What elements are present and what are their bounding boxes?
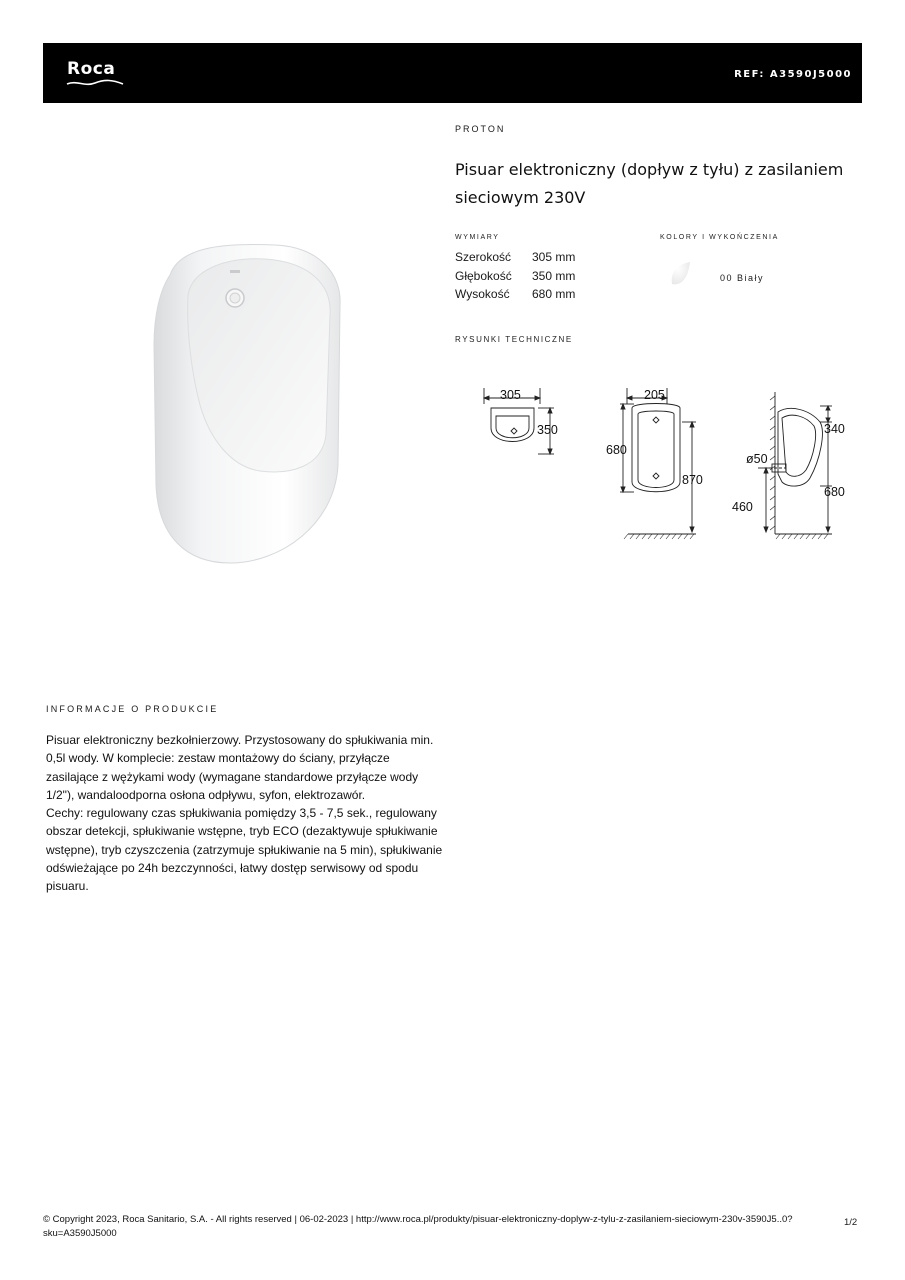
dimension-label: Wysokość: [455, 287, 510, 301]
technical-drawings: [470, 382, 860, 547]
dimension-value: 680 mm: [532, 287, 576, 301]
dimension-label: Głębokość: [455, 268, 512, 283]
top-width-label: 305: [500, 388, 521, 402]
front-height-label: 680: [606, 443, 627, 457]
footer-copyright: © Copyright 2023, Roca Sanitario, S.A. - All rights reserved | 06-02-2023 | http://www.roca.pl/produkty/pisuar-elektroniczny-doplyw-z-tylu-z-zasilaniem-sieciowym-230v-3590J5..0?sku=A3590J5000: [43, 1214, 793, 1239]
reference-code: REF: A3590J5000: [734, 69, 852, 80]
header-bar: [43, 43, 862, 103]
front-floor-height-label: 870: [682, 473, 703, 487]
color-name: 00 Biały: [720, 273, 765, 283]
side-inlet-height-label: 460: [732, 500, 753, 514]
dimension-label: Szerokość: [455, 250, 512, 264]
page-number: 1/2: [844, 1217, 858, 1228]
dimension-row: [455, 248, 575, 267]
dimensions-table: [455, 248, 575, 304]
product-title: Pisuar elektroniczny (dopływ z tyłu) z zasilaniem sieciowym 230V: [455, 160, 844, 207]
front-inner-width-label: 205: [644, 388, 665, 402]
dimension-row: [455, 285, 575, 304]
dimension-row: [455, 267, 575, 286]
side-diameter-label: ø50: [746, 452, 768, 466]
product-series: PROTON: [455, 124, 506, 134]
product-description: Pisuar elektroniczny bezkołnierzowy. Przystosowany do spłukiwania min. 0,5l wody. W komplecie: zestaw montażowy do ściany, przyłącze zasilające z wężykami wody (wymagane standardowe przyłącze wody 1/2"), wandaloodporna osłona odpływu, syfon, elektrozawór. Cechy: regulowany czas spłukiwania pomiędzy 3,5 - 7,5 sek., regulowany obszar detekcji, spłukiwanie wstępne, tryb ECO (dezaktywuje spłukiwanie wstępne), tryb czyszczenia (zatrzymuje spłukiwanie na 5 min), spłukiwanie odświeżające po 24h bezczynności, łatwy dostęp serwisowy od spodu pisuaru.: [46, 733, 443, 894]
color-swatch-icon: [668, 260, 698, 290]
dimensions-heading: WYMIARY: [455, 234, 500, 241]
product-info-heading: INFORMACJE O PRODUKCIE: [46, 704, 219, 714]
technical-drawings-heading: RYSUNKI TECHNICZNE: [455, 335, 573, 344]
product-photo: [140, 235, 360, 570]
front-view-drawing: [620, 388, 696, 539]
dimension-value: 350 mm: [532, 268, 576, 283]
top-depth-label: 350: [537, 423, 558, 437]
side-height-label: 680: [824, 485, 845, 499]
side-view-drawing: [758, 392, 832, 539]
dimension-value: 305 mm: [532, 250, 576, 264]
colors-heading: KOLORY I WYKOŃCZENIA: [660, 234, 779, 241]
side-top-label: 340: [824, 422, 845, 436]
logo-wave-icon: [65, 79, 125, 87]
brand-logo: Roca: [67, 59, 116, 79]
